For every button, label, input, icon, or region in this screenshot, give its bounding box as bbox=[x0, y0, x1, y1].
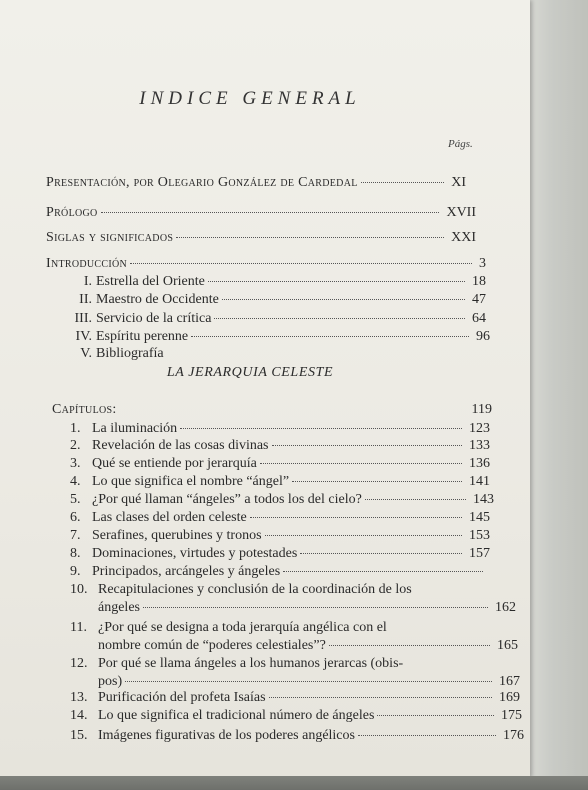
toc-chapter-2: 2. Revelación de las cosas divinas 133 bbox=[70, 438, 490, 453]
book-spine bbox=[528, 0, 588, 790]
toc-entry-introduction: Introducción 3 bbox=[46, 256, 486, 271]
toc-entry-intro-1: I. Estrella del Oriente 18 bbox=[83, 274, 486, 289]
toc-chapter-4: 4. Lo que significa el nombre “ángel” 141 bbox=[70, 474, 490, 489]
toc-chapter-11-cont: nombre común de “poderes celestiales”? 165 bbox=[98, 638, 518, 653]
toc-chapter-13: 13. Purificación del profeta Isaías 169 bbox=[70, 690, 520, 705]
toc-chapter-6: 6. Las clases del orden celeste 145 bbox=[70, 510, 490, 525]
toc-chapters-label: Capítulos: 119 bbox=[52, 402, 492, 417]
toc-chapter-10: 10. Recapitulaciones y conclusión de la coordinación de los bbox=[70, 582, 412, 597]
toc-entry-intro-5: V. Bibliografía bbox=[80, 346, 164, 361]
toc-chapter-12: 12. Por qué se llama ángeles a los humanos jerarcas (obis- bbox=[70, 656, 404, 671]
toc-entry-intro-2: II. Maestro de Occidente 47 bbox=[79, 292, 486, 307]
toc-chapter-1: 1. La iluminación 123 bbox=[70, 421, 490, 436]
toc-entry-intro-4: IV. Espíritu perenne 96 bbox=[75, 329, 490, 344]
pages-column-label: Págs. bbox=[448, 138, 473, 150]
page-title: INDICE GENERAL bbox=[139, 88, 361, 109]
toc-chapter-7: 7. Serafines, querubines y tronos 153 bbox=[70, 528, 490, 543]
toc-chapter-3: 3. Qué se entiende por jerarquía 136 bbox=[70, 456, 490, 471]
toc-chapter-15: 15. Imágenes figurativas de los poderes angélicos 176 bbox=[70, 728, 524, 743]
toc-chapter-11: 11. ¿Por qué se designa a toda jerarquía angélica con el bbox=[70, 620, 387, 635]
page-bottom-shadow bbox=[0, 776, 588, 790]
toc-entry-prologue: Prólogo XVII bbox=[46, 205, 476, 220]
toc-chapter-10-cont: ángeles 162 bbox=[98, 600, 516, 615]
toc-chapter-9: 9. Principados, arcángeles y ángeles bbox=[70, 564, 490, 580]
toc-chapter-12-cont: pos) 167 bbox=[98, 674, 520, 689]
toc-entry-intro-3: III. Servicio de la crítica 64 bbox=[74, 311, 486, 326]
toc-chapter-14: 14. Lo que significa el tradicional número de ángeles 175 bbox=[70, 708, 522, 723]
toc-chapter-8: 8. Dominaciones, virtudes y potestades 157 bbox=[70, 546, 490, 561]
toc-entry-abbreviations: Siglas y significados XXI bbox=[46, 230, 476, 245]
toc-entry-presentation: Presentación, por Olegario González de Cardedal XI bbox=[46, 175, 466, 190]
section-title: LA JERARQUIA CELESTE bbox=[166, 365, 334, 380]
toc-chapter-5: 5. ¿Por qué llaman “ángeles” a todos los del cielo? 143 bbox=[70, 492, 494, 507]
